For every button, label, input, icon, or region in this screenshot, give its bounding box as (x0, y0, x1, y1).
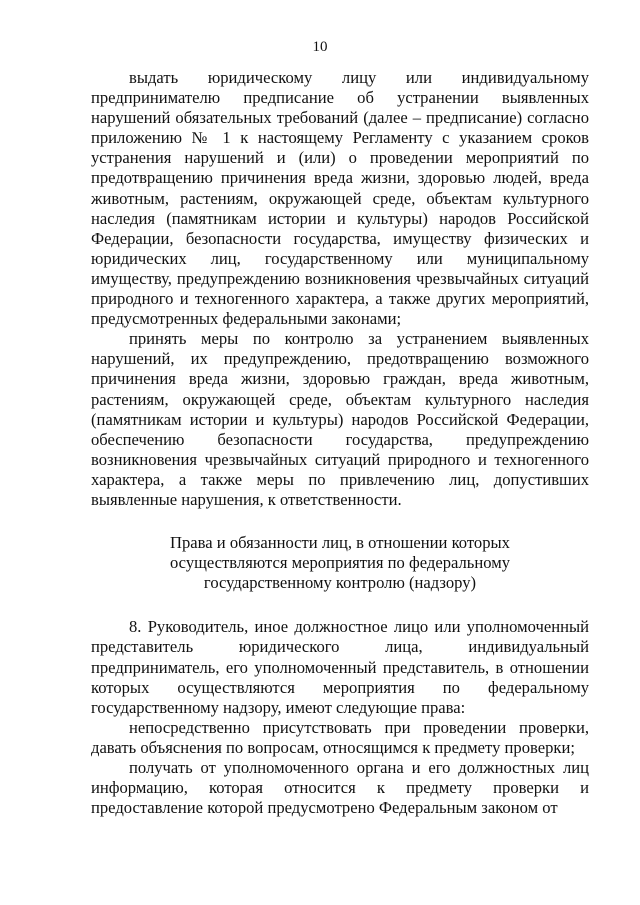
paragraph-issue-order: выдать юридическому лицу или индивидуальному предпринимателю предписание об устранении выявленных нарушений обязательных требований (далее – предписание) согласно приложению № 1 к настоящему Регламенту с указанием сроков устранения нарушений и (или) о проведении мероприятий по предотвращению причинения вреда жизни, здоровью людей, вреда животным, растениям, окружающей среде, объектам культурного наследия (памятникам истории и культуры) народов Российской Федерации, безопасности государства, имуществу физических и юридических лиц, государственному или муниципальному имуществу, предупреждению возникновения чрезвычайных ситуаций природного и техногенного характера, а также других мероприятий, предусмотренных федеральными законами; (91, 68, 589, 329)
document-body (91, 68, 589, 818)
paragraph-right-attend: непосредственно присутствовать при проведении проверки, давать объяснения по вопросам, относящимся к предмету проверки; (91, 717, 589, 757)
paragraph-clause-8: 8. Руководитель, иное должностное лицо или уполномоченный представитель юридического лица, индивидуальный предприниматель, его уполномоченный представитель, в отношении которых осуществляются мероприятия по федеральному государственному надзору, имеют следующие права: (91, 617, 589, 717)
paragraph-control-measures: принять меры по контролю за устранением выявленных нарушений, их предупреждению, предотвращению возможного причинения вреда жизни, здоровью граждан, вреда животным, растениям, окружающей среде, объектам культурного наследия (памятникам истории и культуры) народов Российской Федерации, обеспечению безопасности государства, предупреждению возникновения чрезвычайных ситуаций природного и техногенного характера, а также меры по привлечению лиц, допустивших выявленные нарушения, к ответственности. (91, 329, 589, 509)
page-number: 10 (312, 39, 328, 55)
paragraph-right-information: получать от уполномоченного органа и его должностных лиц информацию, которая относится к предмету проверки и предоставление которой предусмотрено Федеральным законом от (91, 758, 589, 818)
section-heading: Права и обязанности лиц, в отношении которых осуществляются мероприятия по федеральному государственному контролю (надзору) (169, 533, 511, 593)
